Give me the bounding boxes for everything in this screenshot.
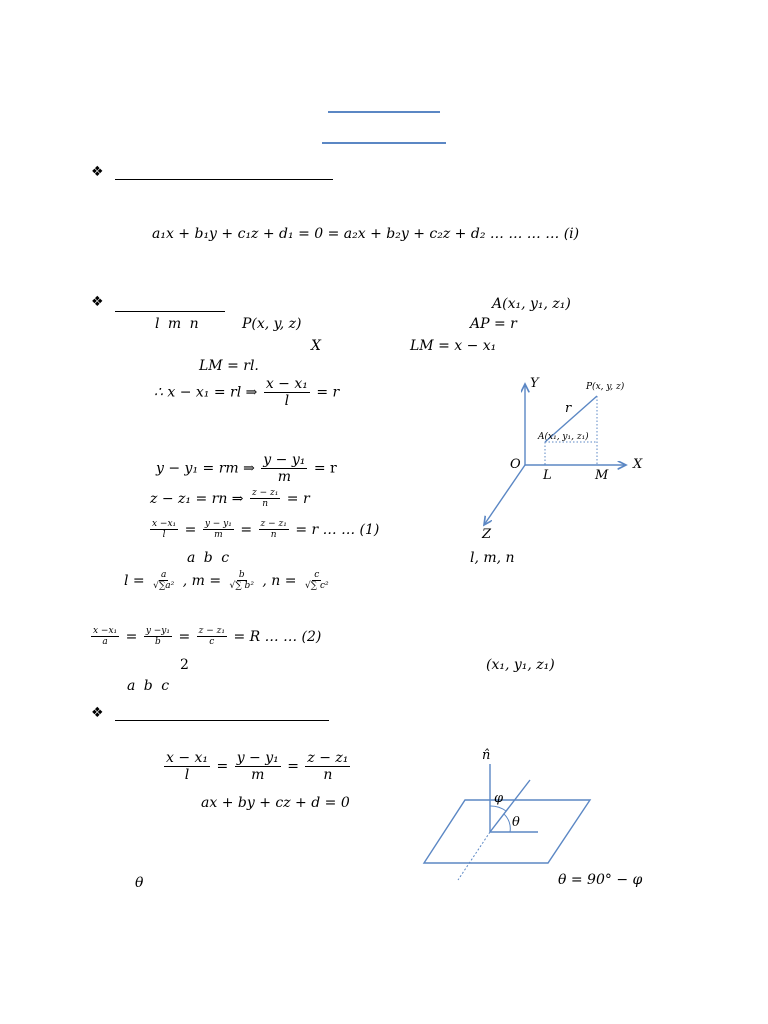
diamond-bullet-icon: ❖	[91, 164, 104, 180]
abc-text-1: a b c	[187, 550, 230, 566]
eq1-numerator-1: x −x₁	[152, 519, 177, 529]
eq1-rhs: = r … … (1)	[295, 521, 380, 538]
eq2-rhs: = R … … (2)	[233, 628, 322, 645]
eq2-denominator-3: c	[209, 637, 215, 648]
diamond-bullet-icon: ❖	[91, 294, 104, 310]
therefore-lhs: ∴ x − x₁ = rl ⇒	[154, 384, 258, 401]
eq2-denominator-1: a	[102, 637, 108, 648]
diamond-bullet-icon: ❖	[91, 705, 104, 721]
lm-equation-2: LM = rl.	[199, 358, 259, 374]
planes-equation: a₁x + b₁y + c₁z + d₁ = 0 = a₂x + b₂y + c₂z + d₂ … … … … (i)	[152, 226, 580, 242]
eq1-denominator-3: n	[270, 530, 277, 541]
label-o: O	[510, 457, 521, 472]
point-xyz: (x₁, y₁, z₁)	[486, 657, 555, 673]
eq1-numerator-2: y − y₁	[204, 519, 232, 529]
lmn-text: l, m, n	[470, 550, 515, 566]
z-rhs: = r	[286, 490, 310, 507]
eq1-denominator-2: m	[214, 530, 223, 541]
label-x: X	[633, 457, 643, 472]
plane-equation: ax + by + cz + d = 0	[201, 795, 350, 811]
phi-arc	[490, 806, 506, 811]
label-theta: θ	[512, 815, 520, 830]
z-denominator: n	[262, 499, 269, 510]
line-denominator-3: n	[323, 767, 333, 784]
line-plane-angle-diagram	[420, 742, 600, 882]
z-lhs: z − z₁ = rn ⇒	[150, 490, 244, 507]
n-denominator: √∑ c²	[304, 581, 329, 592]
number-2: 2	[180, 657, 189, 673]
section3-heading-underline	[115, 720, 329, 721]
z-numerator: z − z₁	[251, 488, 279, 498]
label-phi: φ	[494, 791, 504, 806]
therefore-rhs: = r	[316, 384, 340, 401]
label-a: A(x₁, y₁, z₁)	[538, 432, 589, 442]
z-equation	[150, 488, 310, 510]
y-denominator: m	[277, 469, 291, 486]
label-r: r	[565, 401, 572, 416]
ap-equation: AP = r	[470, 316, 517, 332]
theta-arc	[504, 814, 510, 832]
y-rhs: = r	[313, 460, 337, 477]
line-symmetric-equation: $\frac{\text{x − x₁}}{l}$ = $\frac{\text{y − y₁}}{m}$ = $\frac{\text{z − z₁}}{n}$	[166, 750, 349, 784]
eq2-numerator-3: z − z₁	[198, 626, 225, 636]
coordinate-axes-diagram	[480, 372, 650, 542]
section1-heading-underline	[115, 179, 333, 180]
therefore-denominator: l	[284, 393, 290, 410]
given-line-below	[458, 832, 490, 880]
n-label: , n =	[262, 572, 297, 589]
label-m: M	[595, 468, 609, 483]
theta-symbol: θ	[135, 875, 144, 891]
theta-relation: θ = 90° − φ	[558, 872, 643, 888]
label-z: Z	[482, 527, 492, 542]
axis-x-text: X	[311, 338, 321, 354]
y-lhs: y − y₁ = rm ⇒	[156, 460, 255, 477]
therefore-equation	[154, 376, 339, 409]
y-numerator: y − y₁	[263, 452, 306, 468]
m-numerator: b	[238, 570, 245, 580]
title-underline-top	[328, 111, 440, 113]
line-numerator-1: x − x₁	[166, 750, 209, 766]
eq2-numerator-1: x −x₁	[93, 626, 118, 636]
line-numerator-2: y − y₁	[236, 750, 279, 766]
eq2-denominator-2: b	[155, 637, 161, 648]
direction-cosine-formulas	[124, 570, 333, 592]
point-p: P(x, y, z)	[242, 316, 302, 332]
y-equation	[156, 452, 337, 485]
l-denominator: √∑a²	[153, 581, 175, 592]
therefore-numerator: x − x₁	[265, 376, 308, 392]
line-denominator-1: l	[184, 767, 190, 784]
point-a: A(x₁, y₁, z₁)	[492, 296, 571, 312]
equation-2: $\frac{\text{x −x₁}}{a}$ = $\frac{\text{y −y₁}}{b}$ = $\frac{\text{z − z₁}}{c}$ = R … … (2)	[93, 626, 322, 648]
m-label: , m =	[182, 572, 222, 589]
direction-cosines: l m n	[155, 316, 199, 332]
eq1-numerator-3: z − z₁	[260, 519, 287, 529]
z-axis	[484, 465, 525, 525]
label-l: L	[543, 468, 552, 483]
line-denominator-2: m	[251, 767, 265, 784]
l-label: l =	[124, 572, 145, 589]
section2-heading-underline	[115, 311, 225, 312]
equation-1: $\frac{\text{x −x₁}}{l}$ = $\frac{\text{y − y₁}}{m}$ = $\frac{\text{z − z₁}}{n}$ = r … … (1)	[152, 519, 380, 541]
label-p: P(x, y, z)	[586, 382, 625, 392]
title-underline-bottom	[322, 142, 446, 144]
label-y: Y	[530, 376, 539, 391]
lm-equation-1: LM = x − x₁	[410, 338, 497, 354]
line-numerator-3: z − z₁	[307, 750, 349, 766]
m-denominator: √∑ b²	[229, 581, 254, 592]
abc-text-2: a b c	[127, 678, 170, 694]
l-numerator: a	[161, 570, 167, 580]
label-n-hat: n̂	[482, 748, 491, 763]
n-numerator: c	[314, 570, 320, 580]
eq1-denominator-1: l	[162, 530, 166, 541]
eq2-numerator-2: y −y₁	[145, 626, 170, 636]
